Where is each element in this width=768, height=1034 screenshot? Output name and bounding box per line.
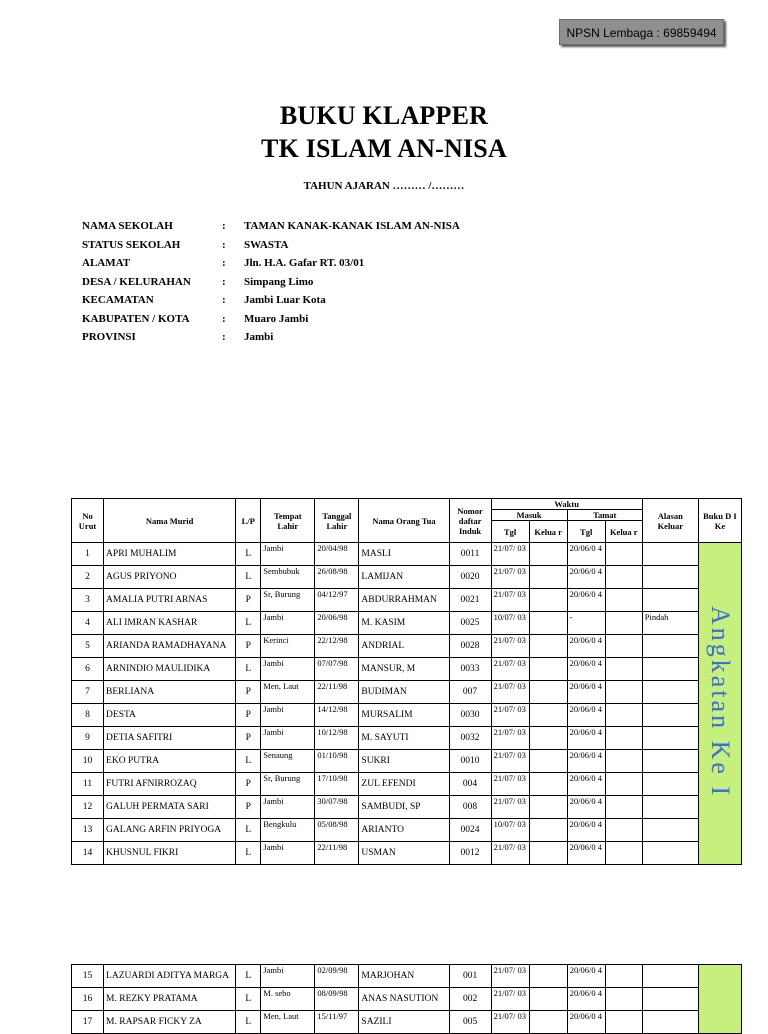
cell-no: 14 — [72, 842, 104, 865]
cell-reason — [642, 988, 698, 1011]
cell-tamat-keluar — [605, 965, 642, 988]
student-table — [71, 498, 742, 865]
cell-reason — [642, 704, 698, 727]
cell-no: 6 — [72, 658, 104, 681]
cell-place: Sr, Burung — [261, 773, 315, 796]
header-reg: Nomor daftar Induk — [449, 499, 491, 543]
cell-lp: L — [236, 1011, 261, 1034]
cell-no: 11 — [72, 773, 104, 796]
cell-reason — [642, 681, 698, 704]
cell-reason — [642, 589, 698, 612]
cell-reg: 0021 — [449, 589, 491, 612]
page-title-line1: BUKU KLAPPER — [279, 101, 489, 130]
cell-date: 14/12/98 — [315, 704, 359, 727]
cell-tamat-keluar — [605, 819, 642, 842]
book-cell — [698, 543, 741, 865]
cell-date: 10/12/98 — [315, 727, 359, 750]
cell-date: 01/10/98 — [315, 750, 359, 773]
cell-name: BERLIANA — [104, 681, 236, 704]
cell-tamat-keluar — [605, 796, 642, 819]
cell-lp: P — [236, 727, 261, 750]
cell-reg: 0024 — [449, 819, 491, 842]
cell-place: Jambi — [261, 842, 315, 865]
cell-lp: L — [236, 965, 261, 988]
header-lp: L/P — [236, 499, 261, 543]
cell-parent: ARIANTO — [359, 819, 449, 842]
cell-lp: L — [236, 842, 261, 865]
cell-reason — [642, 566, 698, 589]
cell-parent: MARJOHAN — [359, 965, 449, 988]
cell-masuk-keluar — [529, 796, 567, 819]
page-title-line2: TK ISLAM AN-NISA — [261, 134, 507, 163]
cell-reg: 004 — [449, 773, 491, 796]
school-info — [82, 217, 460, 347]
cell-no: 4 — [72, 612, 104, 635]
cell-masuk-tgl: 21/07/ 03 — [491, 988, 529, 1011]
header-no: No Urut — [72, 499, 104, 543]
cell-tamat-keluar — [605, 773, 642, 796]
cell-reg: 0030 — [449, 704, 491, 727]
header-name: Nama Murid — [104, 499, 236, 543]
cell-lp: L — [236, 658, 261, 681]
cell-place: Senaung — [261, 750, 315, 773]
cell-masuk-keluar — [529, 1011, 567, 1034]
cell-tamat-tgl: - — [567, 612, 605, 635]
info-row — [82, 310, 460, 329]
info-row — [82, 254, 460, 273]
cell-date: 22/12/98 — [315, 635, 359, 658]
cell-reg: 0012 — [449, 842, 491, 865]
header-date: Tanggal Lahir — [315, 499, 359, 543]
cell-reg: 008 — [449, 796, 491, 819]
cell-place: M. sebo — [261, 988, 315, 1011]
cell-masuk-tgl: 21/07/ 03 — [491, 842, 529, 865]
cell-tamat-keluar — [605, 681, 642, 704]
cell-name: AGUS PRIYONO — [104, 566, 236, 589]
cell-masuk-tgl: 21/07/ 03 — [491, 566, 529, 589]
cell-parent: ZUL EFENDI — [359, 773, 449, 796]
cell-reason — [642, 543, 698, 566]
info-value: Muaro Jambi — [244, 312, 309, 325]
info-colon: : — [222, 312, 226, 325]
cell-parent: USMAN — [359, 842, 449, 865]
cell-place: Men, Laut — [261, 1011, 315, 1034]
cell-parent: M. SAYUTI — [359, 727, 449, 750]
cell-reason — [642, 965, 698, 988]
cell-name: ALI IMRAN KASHAR — [104, 612, 236, 635]
cell-tamat-tgl: 20/06/0 4 — [567, 681, 605, 704]
table-row — [72, 819, 742, 842]
cell-tamat-tgl: 20/06/0 4 — [567, 1011, 605, 1034]
cell-tamat-tgl: 20/06/0 4 — [567, 704, 605, 727]
cell-masuk-tgl: 21/07/ 03 — [491, 635, 529, 658]
cell-masuk-keluar — [529, 965, 567, 988]
cell-tamat-tgl: 20/06/0 4 — [567, 589, 605, 612]
header-tamat-tgl: Tgl — [567, 521, 605, 543]
cell-lp: L — [236, 819, 261, 842]
cell-masuk-keluar — [529, 842, 567, 865]
cell-reg: 0028 — [449, 635, 491, 658]
cell-reg: 0033 — [449, 658, 491, 681]
cell-reg: 002 — [449, 988, 491, 1011]
header-book: Buku D I Ke — [698, 499, 741, 543]
cell-parent: SUKRI — [359, 750, 449, 773]
cell-reg: 001 — [449, 965, 491, 988]
cell-place: Jambi — [261, 612, 315, 635]
header-reason: Alasan Keluar — [642, 499, 698, 543]
table-row — [72, 727, 742, 750]
cell-lp: P — [236, 704, 261, 727]
cell-masuk-keluar — [529, 658, 567, 681]
cell-lp: P — [236, 796, 261, 819]
cell-no: 16 — [72, 988, 104, 1011]
cell-tamat-keluar — [605, 566, 642, 589]
cell-parent: SAZILI — [359, 1011, 449, 1034]
cell-reason — [642, 727, 698, 750]
cell-place: Jambi — [261, 658, 315, 681]
cell-masuk-tgl: 21/07/ 03 — [491, 727, 529, 750]
table-row — [72, 589, 742, 612]
cell-masuk-keluar — [529, 612, 567, 635]
cell-no: 17 — [72, 1011, 104, 1034]
cell-reason — [642, 773, 698, 796]
cell-date: 30/07/98 — [315, 796, 359, 819]
cell-no: 8 — [72, 704, 104, 727]
info-label: PROVINSI — [82, 331, 136, 344]
cell-no: 2 — [72, 566, 104, 589]
cell-lp: P — [236, 635, 261, 658]
cell-tamat-keluar — [605, 727, 642, 750]
header-tamat: Tamat — [567, 510, 642, 521]
cell-name: ARIANDA RAMADHAYANA — [104, 635, 236, 658]
cell-name: M. RAPSAR FICKY ZA — [104, 1011, 236, 1034]
info-row — [82, 273, 460, 292]
cell-parent: ANAS NASUTION — [359, 988, 449, 1011]
cell-no: 15 — [72, 965, 104, 988]
cell-place: Kerinci — [261, 635, 315, 658]
cell-place: Jambi — [261, 965, 315, 988]
cell-lp: P — [236, 589, 261, 612]
info-row — [82, 291, 460, 310]
cell-masuk-keluar — [529, 681, 567, 704]
cell-parent: SAMBUDI, SP — [359, 796, 449, 819]
cell-masuk-keluar — [529, 589, 567, 612]
cell-tamat-keluar — [605, 842, 642, 865]
info-label: ALAMAT — [82, 257, 131, 270]
cell-name: APRI MUHALIM — [104, 543, 236, 566]
cell-name: EKO PUTRA — [104, 750, 236, 773]
cell-no: 1 — [72, 543, 104, 566]
cell-no: 5 — [72, 635, 104, 658]
cell-tamat-keluar — [605, 612, 642, 635]
cell-reason — [642, 750, 698, 773]
header-waktu: Waktu — [491, 499, 642, 510]
cell-date: 08/09/98 — [315, 988, 359, 1011]
cell-lp: L — [236, 988, 261, 1011]
info-colon: : — [222, 331, 226, 344]
cell-parent: ANDRIAL — [359, 635, 449, 658]
info-value: Jln. H.A. Gafar RT. 03/01 — [244, 257, 365, 270]
info-row — [82, 217, 460, 236]
cell-parent: MANSUR, M — [359, 658, 449, 681]
header-place: Tempat Lahir — [261, 499, 315, 543]
table-row — [72, 773, 742, 796]
info-label: STATUS SEKOLAH — [82, 238, 181, 251]
cell-date: 07/07/98 — [315, 658, 359, 681]
cell-tamat-tgl: 20/06/0 4 — [567, 727, 605, 750]
table-row — [72, 681, 742, 704]
cell-tamat-tgl: 20/06/0 4 — [567, 965, 605, 988]
table-row — [72, 543, 742, 566]
cell-tamat-keluar — [605, 704, 642, 727]
cell-reg: 0025 — [449, 612, 491, 635]
table-row — [72, 1011, 742, 1034]
cell-lp: L — [236, 543, 261, 566]
cell-name: FUTRI AFNIRROZAQ — [104, 773, 236, 796]
cell-no: 10 — [72, 750, 104, 773]
cell-parent: M. KASIM — [359, 612, 449, 635]
cell-place: Jambi — [261, 543, 315, 566]
cell-place: Bengkulu — [261, 819, 315, 842]
table-row — [72, 635, 742, 658]
cell-date: 15/11/97 — [315, 1011, 359, 1034]
cell-lp: L — [236, 612, 261, 635]
cell-masuk-keluar — [529, 543, 567, 566]
info-row — [82, 236, 460, 255]
cell-place: Sr, Burung — [261, 589, 315, 612]
cell-parent: MURSALIM — [359, 704, 449, 727]
cell-masuk-tgl: 21/07/ 03 — [491, 543, 529, 566]
cell-masuk-keluar — [529, 635, 567, 658]
info-label: NAMA SEKOLAH — [82, 220, 173, 233]
cell-parent: ABDURRAHMAN — [359, 589, 449, 612]
cell-no: 13 — [72, 819, 104, 842]
npsn-badge: NPSN Lembaga : 69859494 — [559, 19, 724, 45]
table-row — [72, 566, 742, 589]
cell-tamat-keluar — [605, 589, 642, 612]
info-value: Jambi — [244, 331, 274, 344]
cell-reason — [642, 635, 698, 658]
cell-date: 20/04/98 — [315, 543, 359, 566]
cell-lp: P — [236, 681, 261, 704]
cell-date: 02/09/98 — [315, 965, 359, 988]
cell-no: 7 — [72, 681, 104, 704]
header-tamat-keluar: Kelua r — [605, 521, 642, 543]
info-colon: : — [222, 294, 226, 307]
info-value: SWASTA — [244, 238, 289, 251]
info-label: KECAMATAN — [82, 294, 154, 307]
info-value: TAMAN KANAK-KANAK ISLAM AN-NISA — [244, 220, 460, 233]
cell-masuk-keluar — [529, 727, 567, 750]
cell-tamat-tgl: 20/06/0 4 — [567, 773, 605, 796]
cell-masuk-keluar — [529, 988, 567, 1011]
cell-name: GALUH PERMATA SARI — [104, 796, 236, 819]
info-colon: : — [222, 257, 226, 270]
cell-lp: L — [236, 566, 261, 589]
cell-tamat-keluar — [605, 750, 642, 773]
table-row — [72, 658, 742, 681]
cell-name: M. REZKY PRATAMA — [104, 988, 236, 1011]
cell-no: 12 — [72, 796, 104, 819]
cell-masuk-keluar — [529, 773, 567, 796]
cell-no: 9 — [72, 727, 104, 750]
info-label: DESA / KELURAHAN — [82, 275, 191, 288]
cell-place: Jambi — [261, 796, 315, 819]
cell-parent: BUDIMAN — [359, 681, 449, 704]
cell-masuk-tgl: 10/07/ 03 — [491, 819, 529, 842]
cell-masuk-tgl: 21/07/ 03 — [491, 796, 529, 819]
cell-reg: 007 — [449, 681, 491, 704]
cell-parent: LAMIJAN — [359, 566, 449, 589]
cell-reg: 0011 — [449, 543, 491, 566]
book-cell — [698, 965, 741, 1034]
cell-reason: Pindah — [642, 612, 698, 635]
cell-reg: 0032 — [449, 727, 491, 750]
info-row — [82, 328, 460, 347]
cell-tamat-tgl: 20/06/0 4 — [567, 796, 605, 819]
cell-place: Jambi — [261, 727, 315, 750]
cell-lp: L — [236, 750, 261, 773]
cell-tamat-tgl: 20/06/0 4 — [567, 988, 605, 1011]
header-parent: Nama Orang Tua — [359, 499, 449, 543]
cell-tamat-keluar — [605, 988, 642, 1011]
cell-date: 22/11/98 — [315, 681, 359, 704]
cell-name: DETIA SAFITRI — [104, 727, 236, 750]
cell-tamat-keluar — [605, 658, 642, 681]
cell-name: LAZUARDI ADITYA MARGA — [104, 965, 236, 988]
cell-tamat-keluar — [605, 635, 642, 658]
cell-reason — [642, 842, 698, 865]
cell-masuk-tgl: 21/07/ 03 — [491, 681, 529, 704]
cell-masuk-keluar — [529, 704, 567, 727]
cell-place: Jambi — [261, 704, 315, 727]
cell-reason — [642, 1011, 698, 1034]
school-year: TAHUN AJARAN ……… /……… — [303, 180, 465, 192]
cell-masuk-tgl: 10/07/ 03 — [491, 612, 529, 635]
table-row — [72, 988, 742, 1011]
table-row — [72, 842, 742, 865]
cell-masuk-keluar — [529, 819, 567, 842]
table-row — [72, 965, 742, 988]
cell-name: KHUSNUL FIKRI — [104, 842, 236, 865]
cell-lp: P — [236, 773, 261, 796]
cell-tamat-keluar — [605, 1011, 642, 1034]
cell-masuk-tgl: 21/07/ 03 — [491, 704, 529, 727]
header-masuk-tgl: Tgl — [491, 521, 529, 543]
cell-date: 20/06/98 — [315, 612, 359, 635]
cell-tamat-tgl: 20/06/0 4 — [567, 750, 605, 773]
header-masuk: Masuk — [491, 510, 567, 521]
cell-name: GALANG ARFIN PRIYOGA — [104, 819, 236, 842]
cell-place: Sembubuk — [261, 566, 315, 589]
cell-masuk-tgl: 21/07/ 03 — [491, 965, 529, 988]
cell-reason — [642, 819, 698, 842]
info-colon: : — [222, 275, 226, 288]
cell-parent: MASLI — [359, 543, 449, 566]
table-row — [72, 704, 742, 727]
table-row — [72, 796, 742, 819]
cell-date: 04/12/97 — [315, 589, 359, 612]
cell-reg: 005 — [449, 1011, 491, 1034]
cell-date: 22/11/98 — [315, 842, 359, 865]
cell-reg: 0010 — [449, 750, 491, 773]
cell-masuk-tgl: 21/07/ 03 — [491, 658, 529, 681]
cell-tamat-tgl: 20/06/0 4 — [567, 842, 605, 865]
table-row — [72, 612, 742, 635]
cell-masuk-tgl: 21/07/ 03 — [491, 750, 529, 773]
cell-tamat-tgl: 20/06/0 4 — [567, 819, 605, 842]
info-colon: : — [222, 220, 226, 233]
cell-tamat-tgl: 20/06/0 4 — [567, 543, 605, 566]
cell-date: 05/08/98 — [315, 819, 359, 842]
batch-label: Angkatan Ke I — [705, 605, 735, 799]
cell-date: 26/08/98 — [315, 566, 359, 589]
info-label: KABUPATEN / KOTA — [82, 312, 190, 325]
table-row — [72, 750, 742, 773]
cell-tamat-tgl: 20/06/0 4 — [567, 635, 605, 658]
cell-reg: 0020 — [449, 566, 491, 589]
cell-masuk-tgl: 21/07/ 03 — [491, 589, 529, 612]
cell-tamat-tgl: 20/06/0 4 — [567, 566, 605, 589]
cell-tamat-keluar — [605, 543, 642, 566]
cell-masuk-keluar — [529, 750, 567, 773]
header-masuk-keluar: Kelua r — [529, 521, 567, 543]
cell-no: 3 — [72, 589, 104, 612]
cell-masuk-tgl: 21/07/ 03 — [491, 1011, 529, 1034]
cell-place: Men, Laut — [261, 681, 315, 704]
cell-name: ARNINDIO MAULIDIKA — [104, 658, 236, 681]
cell-masuk-tgl: 21/07/ 03 — [491, 773, 529, 796]
cell-masuk-keluar — [529, 566, 567, 589]
cell-name: AMALIA PUTRI ARNAS — [104, 589, 236, 612]
cell-tamat-tgl: 20/06/0 4 — [567, 658, 605, 681]
cell-reason — [642, 658, 698, 681]
info-value: Jambi Luar Kota — [244, 294, 326, 307]
cell-reason — [642, 796, 698, 819]
cell-date: 17/10/98 — [315, 773, 359, 796]
cell-name: DESTA — [104, 704, 236, 727]
info-value: Simpang Limo — [244, 275, 314, 288]
info-colon: : — [222, 238, 226, 251]
